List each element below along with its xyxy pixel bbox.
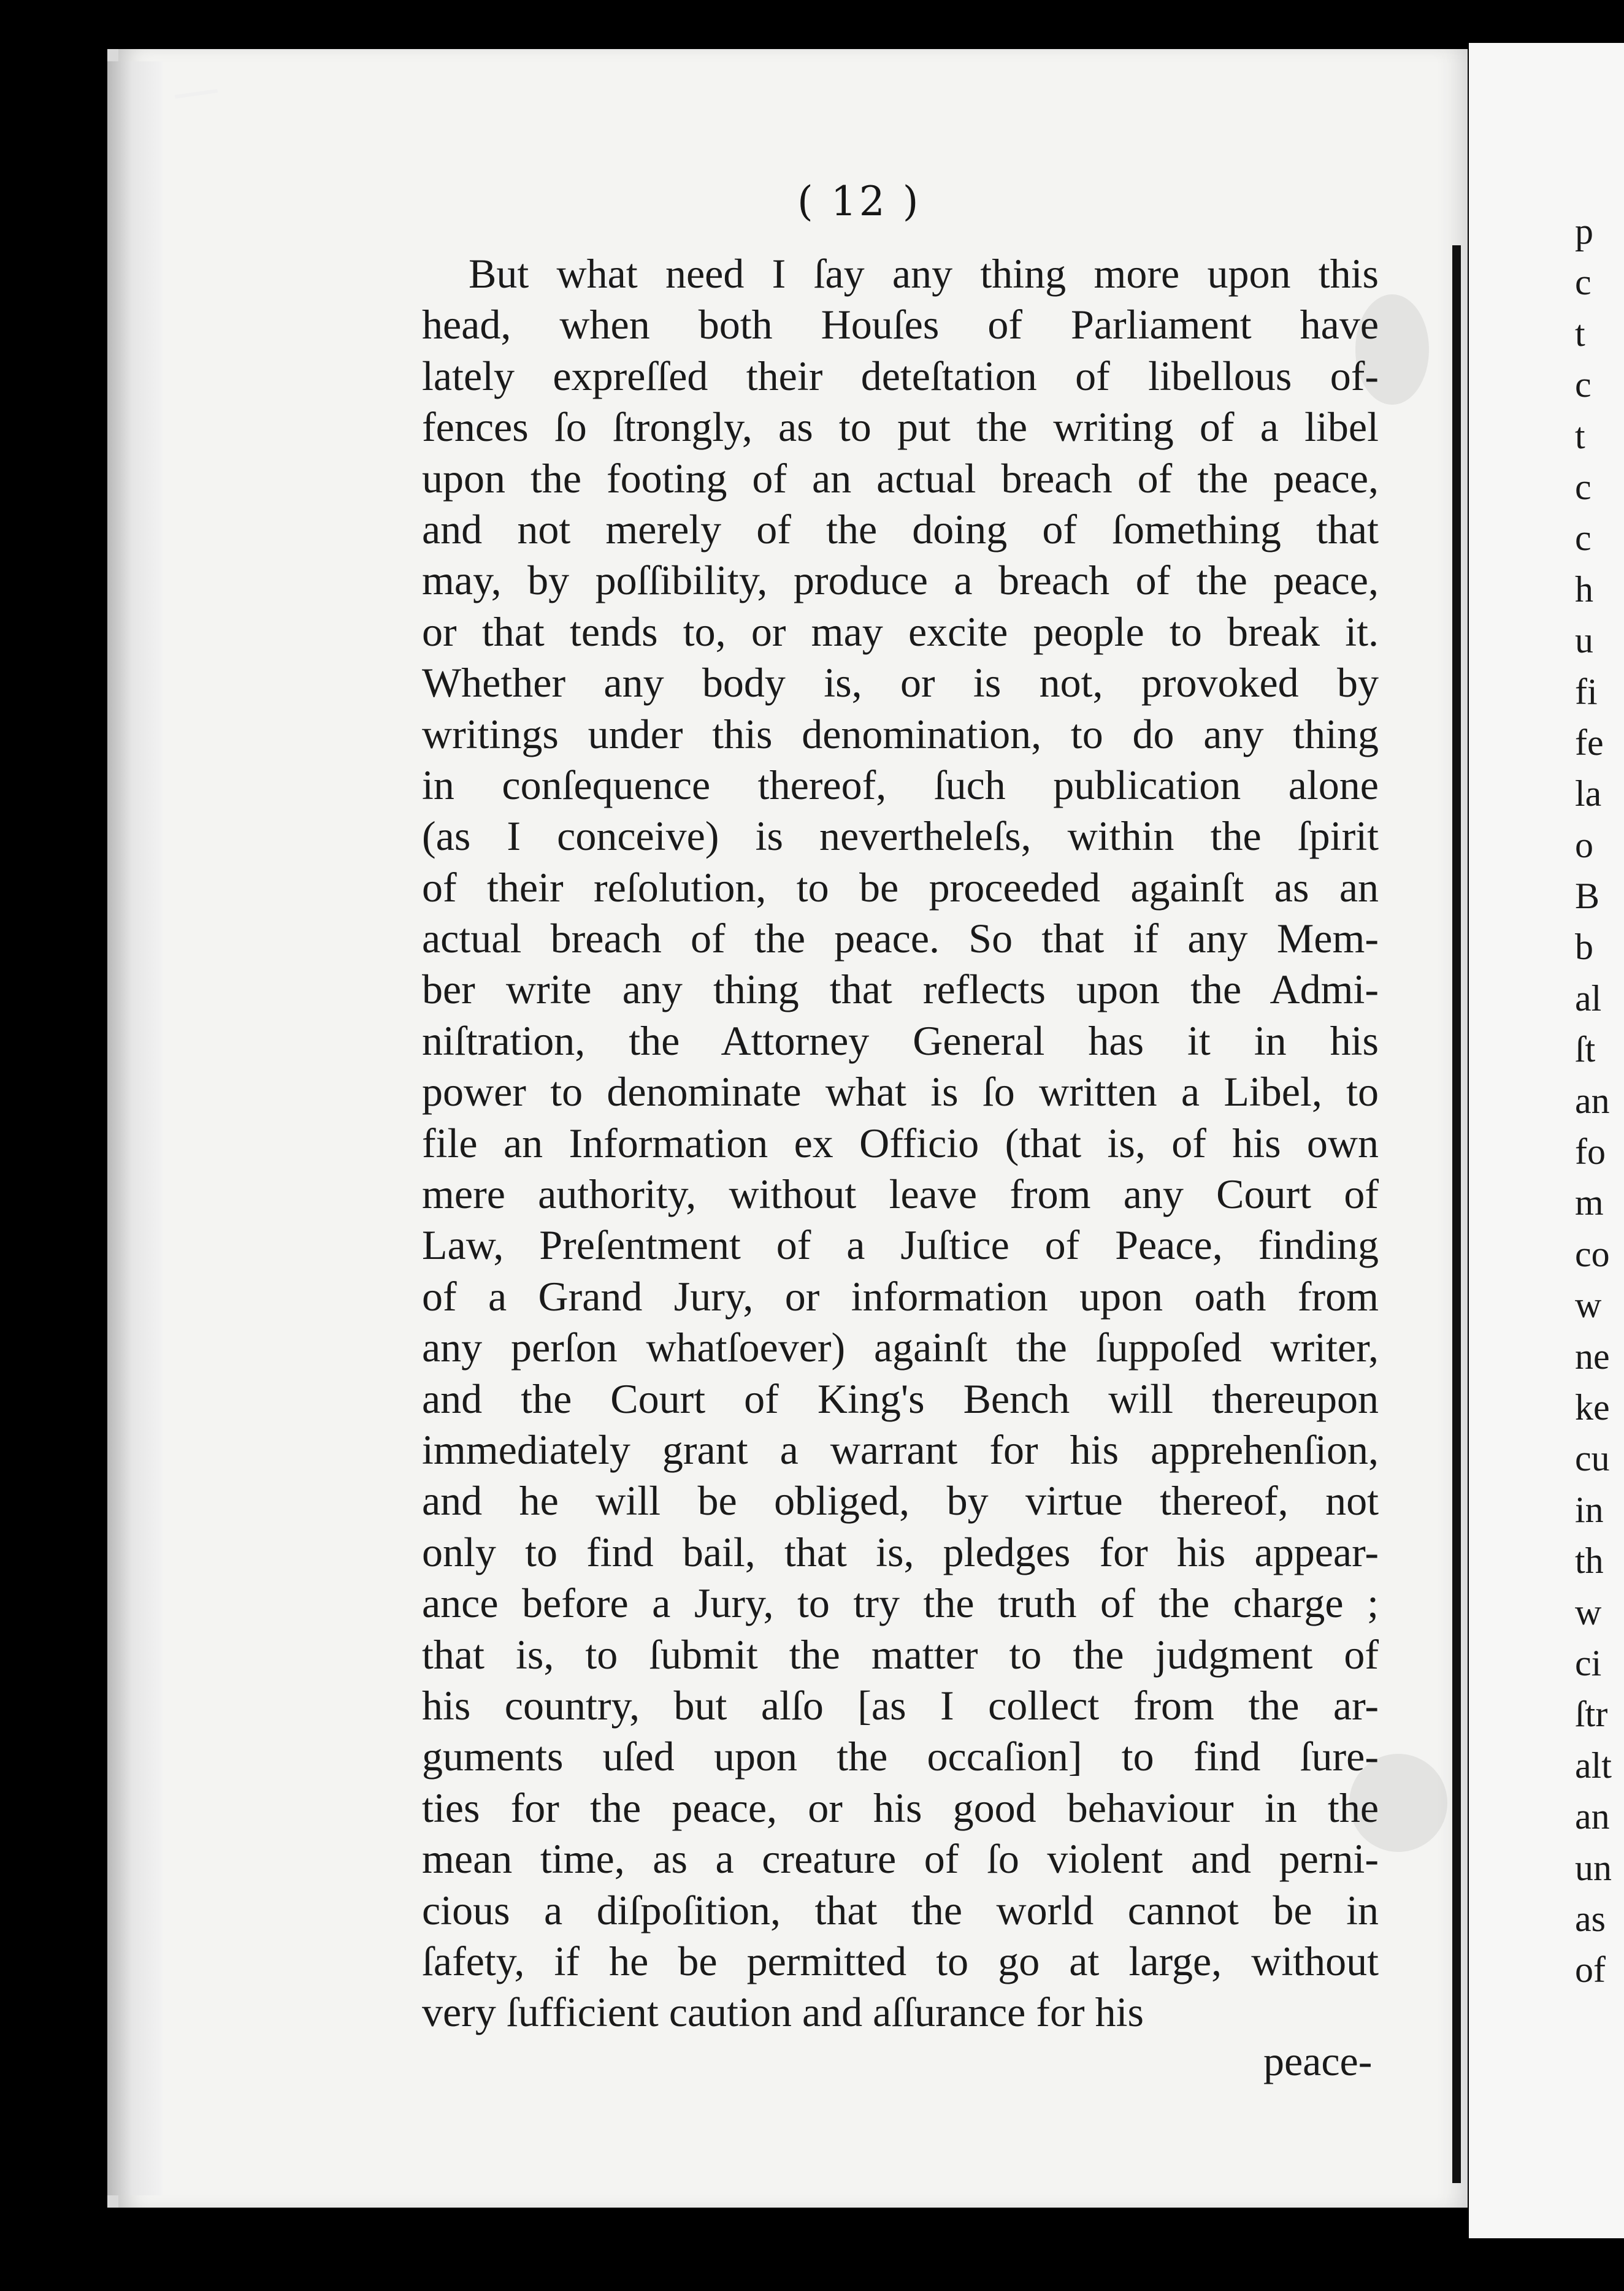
fragment-line: un xyxy=(1575,1847,1612,1888)
text-line: Law, Preſentment of a Juſtice of Peace, finding xyxy=(422,1222,1379,1269)
fragment-line: as xyxy=(1575,1898,1606,1939)
text-line: ſafety, if he be permitted to go at large, without xyxy=(422,1937,1379,1984)
fragment-line: o xyxy=(1575,824,1593,865)
fragment-line: t xyxy=(1575,313,1585,354)
text-line: that is, to ſubmit the matter to the judgment of xyxy=(422,1631,1379,1678)
fragment-line: w xyxy=(1575,1285,1602,1326)
text-line: niſtration, the Attorney General has it in his xyxy=(422,1017,1379,1064)
fragment-line: u xyxy=(1575,620,1593,661)
fragment-line: t xyxy=(1575,415,1585,456)
text-line: and not merely of the doing of ſomething that xyxy=(422,505,1379,553)
facing-page-text-fragments xyxy=(1575,206,1612,1996)
fragment-line: fe xyxy=(1575,722,1604,763)
text-line: (as I conceive) is nevertheleſs, within the ſpirit xyxy=(422,813,1379,860)
fragment-line: c xyxy=(1575,518,1591,559)
fragment-line: in xyxy=(1575,1489,1604,1530)
fragment-line: fi xyxy=(1575,671,1598,712)
text-line: of their reſolution, to be proceeded againſt as an xyxy=(422,863,1379,911)
text-line: But what need I ſay any thing more upon this xyxy=(469,250,1379,297)
text-line: or that tends to, or may excite people to break it. xyxy=(422,608,1379,655)
text-line: may, by poſſibility, produce a breach of the peace, xyxy=(422,557,1379,604)
fragment-line: al xyxy=(1575,977,1602,1019)
fragment-line: w xyxy=(1575,1591,1602,1632)
fragment-line: c xyxy=(1575,262,1591,303)
text-line: his country, but alſo [as I collect from the ar- xyxy=(422,1681,1379,1729)
text-line: ance before a Jury, to try the truth of the charge ; xyxy=(422,1580,1379,1627)
text-line: actual breach of the peace. So that if any Mem- xyxy=(422,915,1379,962)
text-line: ties for the peace, or his good behaviour in the xyxy=(422,1784,1379,1831)
fragment-line: ci xyxy=(1575,1642,1602,1683)
text-line: of a Grand Jury, or information upon oath from xyxy=(422,1272,1379,1320)
fragment-line: cu xyxy=(1575,1438,1610,1479)
fragment-line: B xyxy=(1575,876,1600,917)
fragment-line: an xyxy=(1575,1796,1610,1837)
fragment-line: m xyxy=(1575,1182,1604,1223)
text-line: writings under this denomination, to do any thing xyxy=(422,710,1379,757)
fragment-line: alt xyxy=(1575,1745,1612,1786)
fragment-line: c xyxy=(1575,466,1591,507)
catchword: peace- xyxy=(1263,2038,1373,2084)
text-line: immediately grant a warrant for his apprehenſion, xyxy=(422,1426,1379,1473)
fragment-line: fo xyxy=(1575,1131,1606,1172)
page-edge-shadow xyxy=(107,61,163,2195)
gutter-shadow xyxy=(1452,245,1461,2183)
fragment-line: ke xyxy=(1575,1386,1610,1428)
text-line: fences ſo ſtrongly, as to put the writing of a libel xyxy=(422,404,1379,451)
text-line: Whether any body is, or is not, provoked by xyxy=(422,659,1379,706)
fragment-line: c xyxy=(1575,364,1591,405)
text-line: any perſon whatſoever) againſt the ſuppoſed writer, xyxy=(422,1324,1379,1371)
fragment-line: ſtr xyxy=(1575,1694,1608,1735)
fragment-line: h xyxy=(1575,568,1593,610)
fragment-line: p xyxy=(1575,211,1593,251)
text-line: in conſequence thereof, ſuch publication alone xyxy=(422,761,1379,808)
text-line: power to denominate what is ſo written a Libel, to xyxy=(422,1068,1379,1115)
text-line: very ſufficient caution and aſſurance for his xyxy=(422,1989,1144,2036)
fragment-line: ne xyxy=(1575,1336,1610,1377)
text-line: only to find bail, that is, pledges for his appear- xyxy=(422,1528,1379,1575)
text-line: cious a diſpoſition, that the world cannot be in xyxy=(422,1886,1379,1933)
page-number: ( 12 ) xyxy=(797,178,921,225)
text-line: head, when both Houſes of Parliament have xyxy=(422,301,1379,348)
text-line: and he will be obliged, by virtue thereof, not xyxy=(422,1477,1379,1524)
fragment-line: of xyxy=(1575,1949,1606,1991)
text-line: guments uſed upon the occaſion] to find ſure- xyxy=(422,1733,1379,1780)
text-line: lately expreſſed their deteſtation of libellous of- xyxy=(422,352,1379,399)
text-line: ber write any thing that reflects upon the Admi- xyxy=(422,966,1379,1013)
text-line: mere authority, without leave from any Court of xyxy=(422,1171,1379,1218)
text-line: mean time, as a creature of ſo violent and perni- xyxy=(422,1835,1379,1883)
fragment-line: an xyxy=(1575,1080,1610,1121)
text-line: file an Information ex Officio (that is, of his own xyxy=(422,1119,1379,1166)
fragment-line: co xyxy=(1575,1233,1610,1274)
fragment-line: th xyxy=(1575,1540,1604,1582)
body-text xyxy=(422,248,1379,2038)
fragment-line: ſt xyxy=(1575,1029,1596,1070)
fragment-line: b xyxy=(1575,927,1593,968)
text-line: upon the footing of an actual breach of the peace, xyxy=(422,454,1379,502)
fragment-line: la xyxy=(1575,773,1602,814)
text-line: and the Court of King's Bench will thereupon xyxy=(422,1375,1379,1422)
